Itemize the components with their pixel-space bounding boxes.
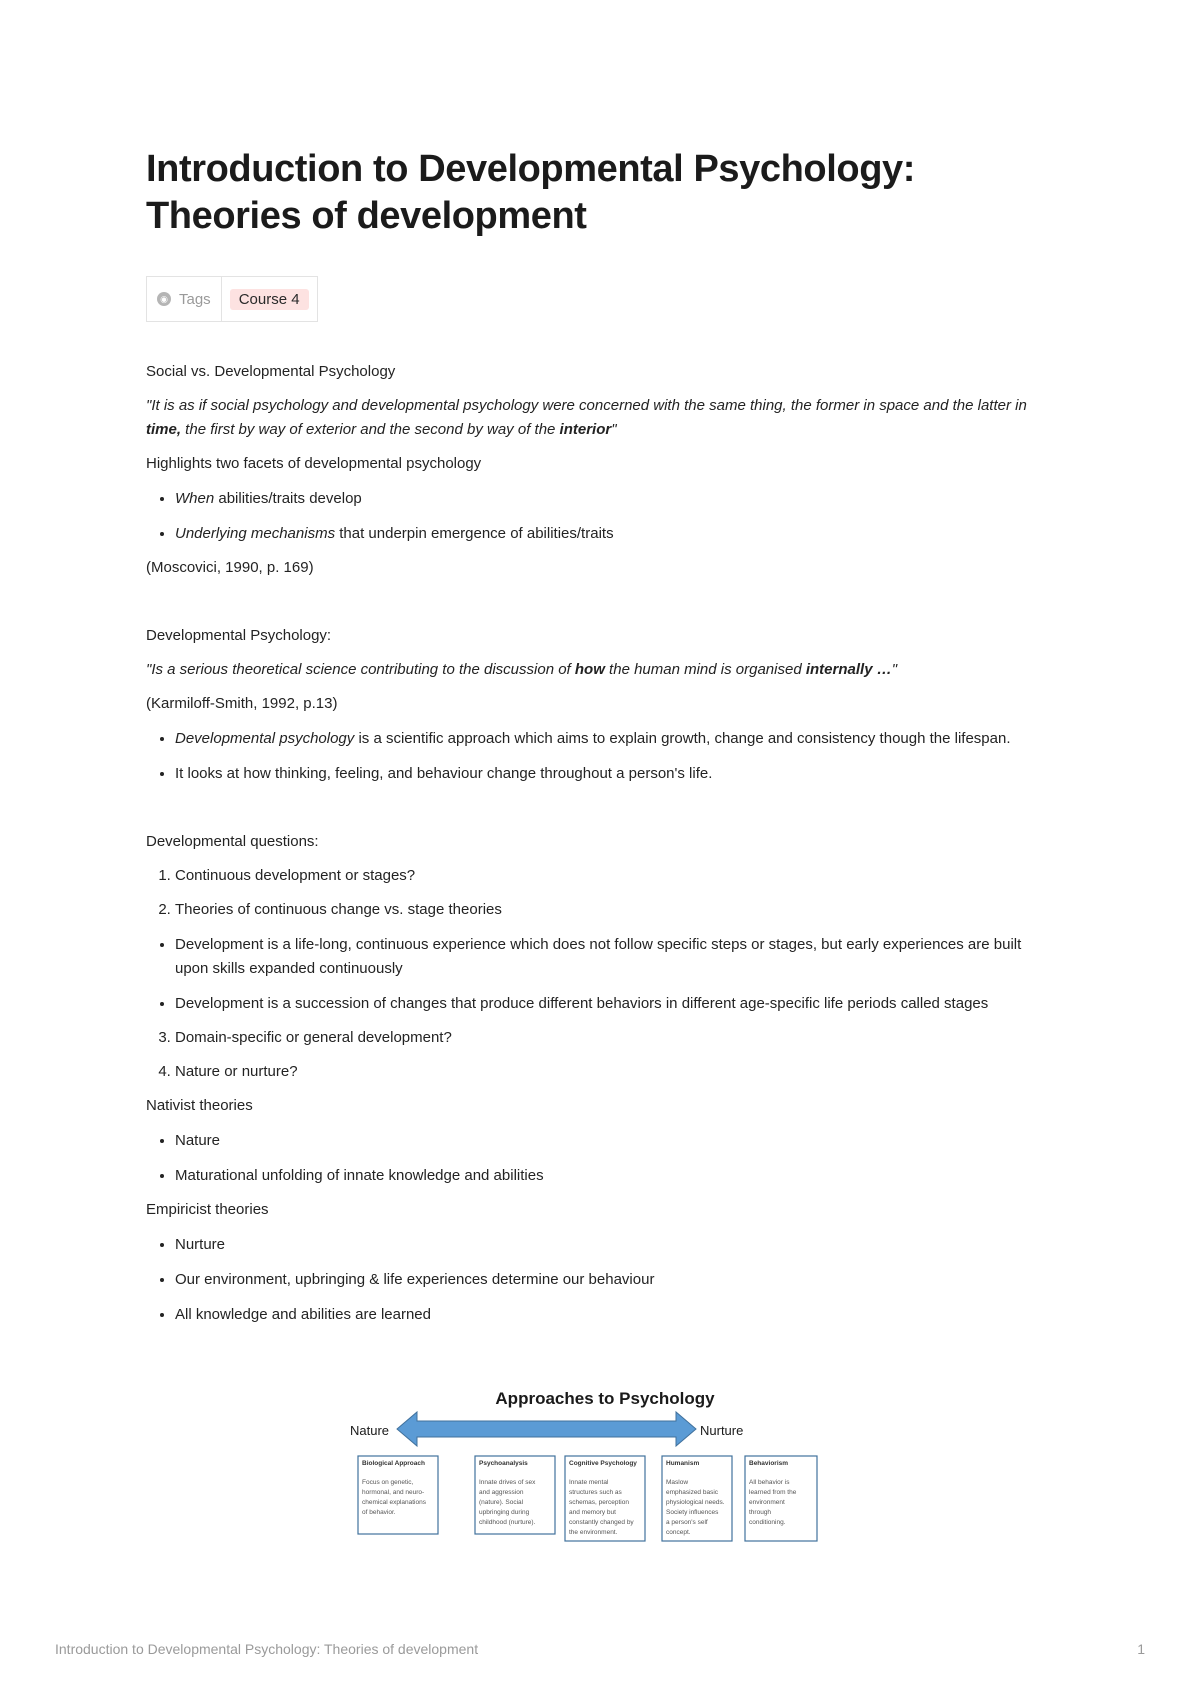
- quote1-interior: interior: [559, 421, 612, 438]
- empiricist-list: [146, 1232, 1056, 1327]
- quote1-part-a: "It is as if social psychology and developmental psychology were concerned with the same thing, the former in space and the latter in: [146, 397, 1027, 414]
- approaches-figure: [350, 1385, 830, 1560]
- approach-box-line: hormonal, and neuro-: [362, 1489, 425, 1496]
- approach-box-line: (nature). Social: [479, 1499, 524, 1506]
- list-item: 4. Nature or nurture?: [175, 1060, 1056, 1084]
- quote2-how: how: [574, 661, 605, 678]
- questions-list-cont: [146, 1026, 1056, 1084]
- approach-box-line: emphasized basic: [666, 1489, 719, 1496]
- facet1-rest: abilities/traits develop: [214, 490, 362, 507]
- list-item: • Maturational unfolding of innate knowledge and abilities: [175, 1163, 1056, 1188]
- devpsych-rest: is a scientific approach which aims to explain growth, change and consistency though the lifespan.: [354, 730, 1011, 747]
- list-item: [175, 521, 1056, 546]
- approach-box-heading: Humanism: [666, 1460, 700, 1467]
- approach-box-line: concept.: [666, 1529, 691, 1536]
- title-line-2: Theories of development: [146, 195, 587, 237]
- quote1-part-b: the first by way of exterior and the second by way of the: [181, 421, 560, 438]
- questions-list: [146, 864, 1056, 922]
- facet2-rest: that underpin emergence of abilities/traits: [335, 525, 614, 542]
- quote2-end: ": [891, 661, 898, 678]
- approach-box-line: and aggression: [479, 1489, 524, 1496]
- list-item: 3. Domain-specific or general development?: [175, 1026, 1056, 1050]
- list-item: [175, 726, 1056, 751]
- approach-box-line: the environment.: [569, 1529, 618, 1536]
- list-item: • Nurture: [175, 1232, 1056, 1257]
- page-number: 1: [1137, 1641, 1145, 1657]
- list-item: • All knowledge and abilities are learned: [175, 1302, 1056, 1327]
- tag-badge[interactable]: Course 4: [230, 289, 309, 310]
- approach-box-line: Innate drives of sex: [479, 1479, 536, 1486]
- approach-boxes: [358, 1456, 817, 1541]
- facet1-em: When: [175, 490, 215, 507]
- approach-box-line: structures such as: [569, 1489, 622, 1496]
- list-item: 1. Continuous development or stages?: [175, 864, 1056, 888]
- approach-box-heading: Psychoanalysis: [479, 1460, 528, 1467]
- list-item: 2. Theories of continuous change vs. stage theories: [175, 898, 1056, 922]
- approach-box-line: learned from the: [749, 1489, 797, 1496]
- approach-box-line: of behavior.: [362, 1509, 396, 1516]
- approach-box-heading: Behaviorism: [749, 1460, 789, 1467]
- page-title: [146, 146, 1046, 240]
- list-item: • It looks at how thinking, feeling, and behaviour change throughout a person's life.: [175, 761, 1056, 786]
- approach-box-line: a person's self: [666, 1519, 708, 1526]
- approach-box-line: Innate mental: [569, 1479, 609, 1486]
- approach-box-line: schemas, perception: [569, 1499, 629, 1506]
- approach-box-heading: Biological Approach: [362, 1460, 425, 1467]
- approach-box-line: upbringing during: [479, 1509, 530, 1516]
- approach-box-line: Maslow: [666, 1479, 689, 1486]
- nature-nurture-arrow: [397, 1412, 696, 1446]
- facets-list: [146, 486, 1056, 546]
- approach-box-line: constantly changed by: [569, 1519, 634, 1526]
- quote2-part-a: "Is a serious theoretical science contributing to the discussion of: [146, 661, 575, 678]
- figure-title: Approaches to Psychology: [495, 1389, 715, 1408]
- tag-icon: ◉: [157, 292, 171, 306]
- citation-moscovici: (Moscovici, 1990, p. 169): [146, 559, 314, 576]
- tags-value[interactable]: [222, 291, 317, 308]
- approach-box-line: chemical explanations: [362, 1499, 426, 1506]
- tags-property-name[interactable]: [147, 277, 222, 321]
- section-heading-dev-psych: Developmental Psychology:: [146, 627, 332, 644]
- nativist-heading: Nativist theories: [146, 1097, 253, 1114]
- approach-box-line: environment: [749, 1499, 785, 1506]
- section-heading-questions: Developmental questions:: [146, 833, 319, 850]
- dev-psych-list: [146, 726, 1056, 786]
- list-item: • Development is a life-long, continuous experience which does not follow specific steps or stages, but early experiences are built upon skills expanded continuously: [175, 932, 1056, 981]
- tags-label: Tags: [179, 290, 211, 308]
- highlights-text: Highlights two facets of developmental psychology: [146, 455, 482, 472]
- tags-property: [146, 276, 318, 322]
- nativist-list: [146, 1128, 1056, 1188]
- list-item: • Development is a succession of changes that produce different behaviors in different age-specific life periods called stages: [175, 991, 1056, 1016]
- approach-box-line: childhood (nurture).: [479, 1519, 536, 1526]
- list-item: [175, 486, 1056, 511]
- page-footer: [55, 1641, 1145, 1657]
- quote2-part-b: the human mind is organised: [604, 661, 806, 678]
- section-heading-social-vs-dev: Social vs. Developmental Psychology: [146, 363, 396, 380]
- facet2-em: Underlying mechanisms: [175, 525, 336, 542]
- citation-karmiloff: (Karmiloff-Smith, 1992, p.13): [146, 695, 338, 712]
- approach-box-line: through: [749, 1509, 772, 1516]
- quote1-end: ": [611, 421, 617, 438]
- approach-box-line: Focus on genetic,: [362, 1479, 414, 1486]
- empiricist-heading: Empiricist theories: [146, 1201, 269, 1218]
- approach-box-heading: Cognitive Psychology: [569, 1460, 637, 1467]
- quote1-time: time,: [146, 421, 182, 438]
- list-item: • Our environment, upbringing & life experiences determine our behaviour: [175, 1267, 1056, 1292]
- approach-box-line: conditioning.: [749, 1519, 786, 1526]
- nature-label: Nature: [350, 1423, 390, 1438]
- approach-box-line: All behavior is: [749, 1479, 790, 1486]
- quote-karmiloff: [146, 658, 1056, 682]
- footer-title: Introduction to Developmental Psychology: Theories of development: [55, 1641, 479, 1657]
- approach-box-line: Society influences: [666, 1509, 719, 1516]
- document-body: [146, 360, 1056, 1337]
- title-line-1: Introduction to Developmental Psychology:: [146, 148, 916, 190]
- quote-moscovici: [146, 394, 1056, 442]
- nurture-label: Nurture: [700, 1423, 744, 1438]
- stage-theories-list: [146, 932, 1056, 1016]
- approach-box-line: physiological needs.: [666, 1499, 725, 1506]
- approach-box-line: and memory but: [569, 1509, 616, 1516]
- devpsych-em: Developmental psychology: [175, 730, 355, 747]
- list-item: • Nature: [175, 1128, 1056, 1153]
- quote2-internally: internally …: [805, 661, 892, 678]
